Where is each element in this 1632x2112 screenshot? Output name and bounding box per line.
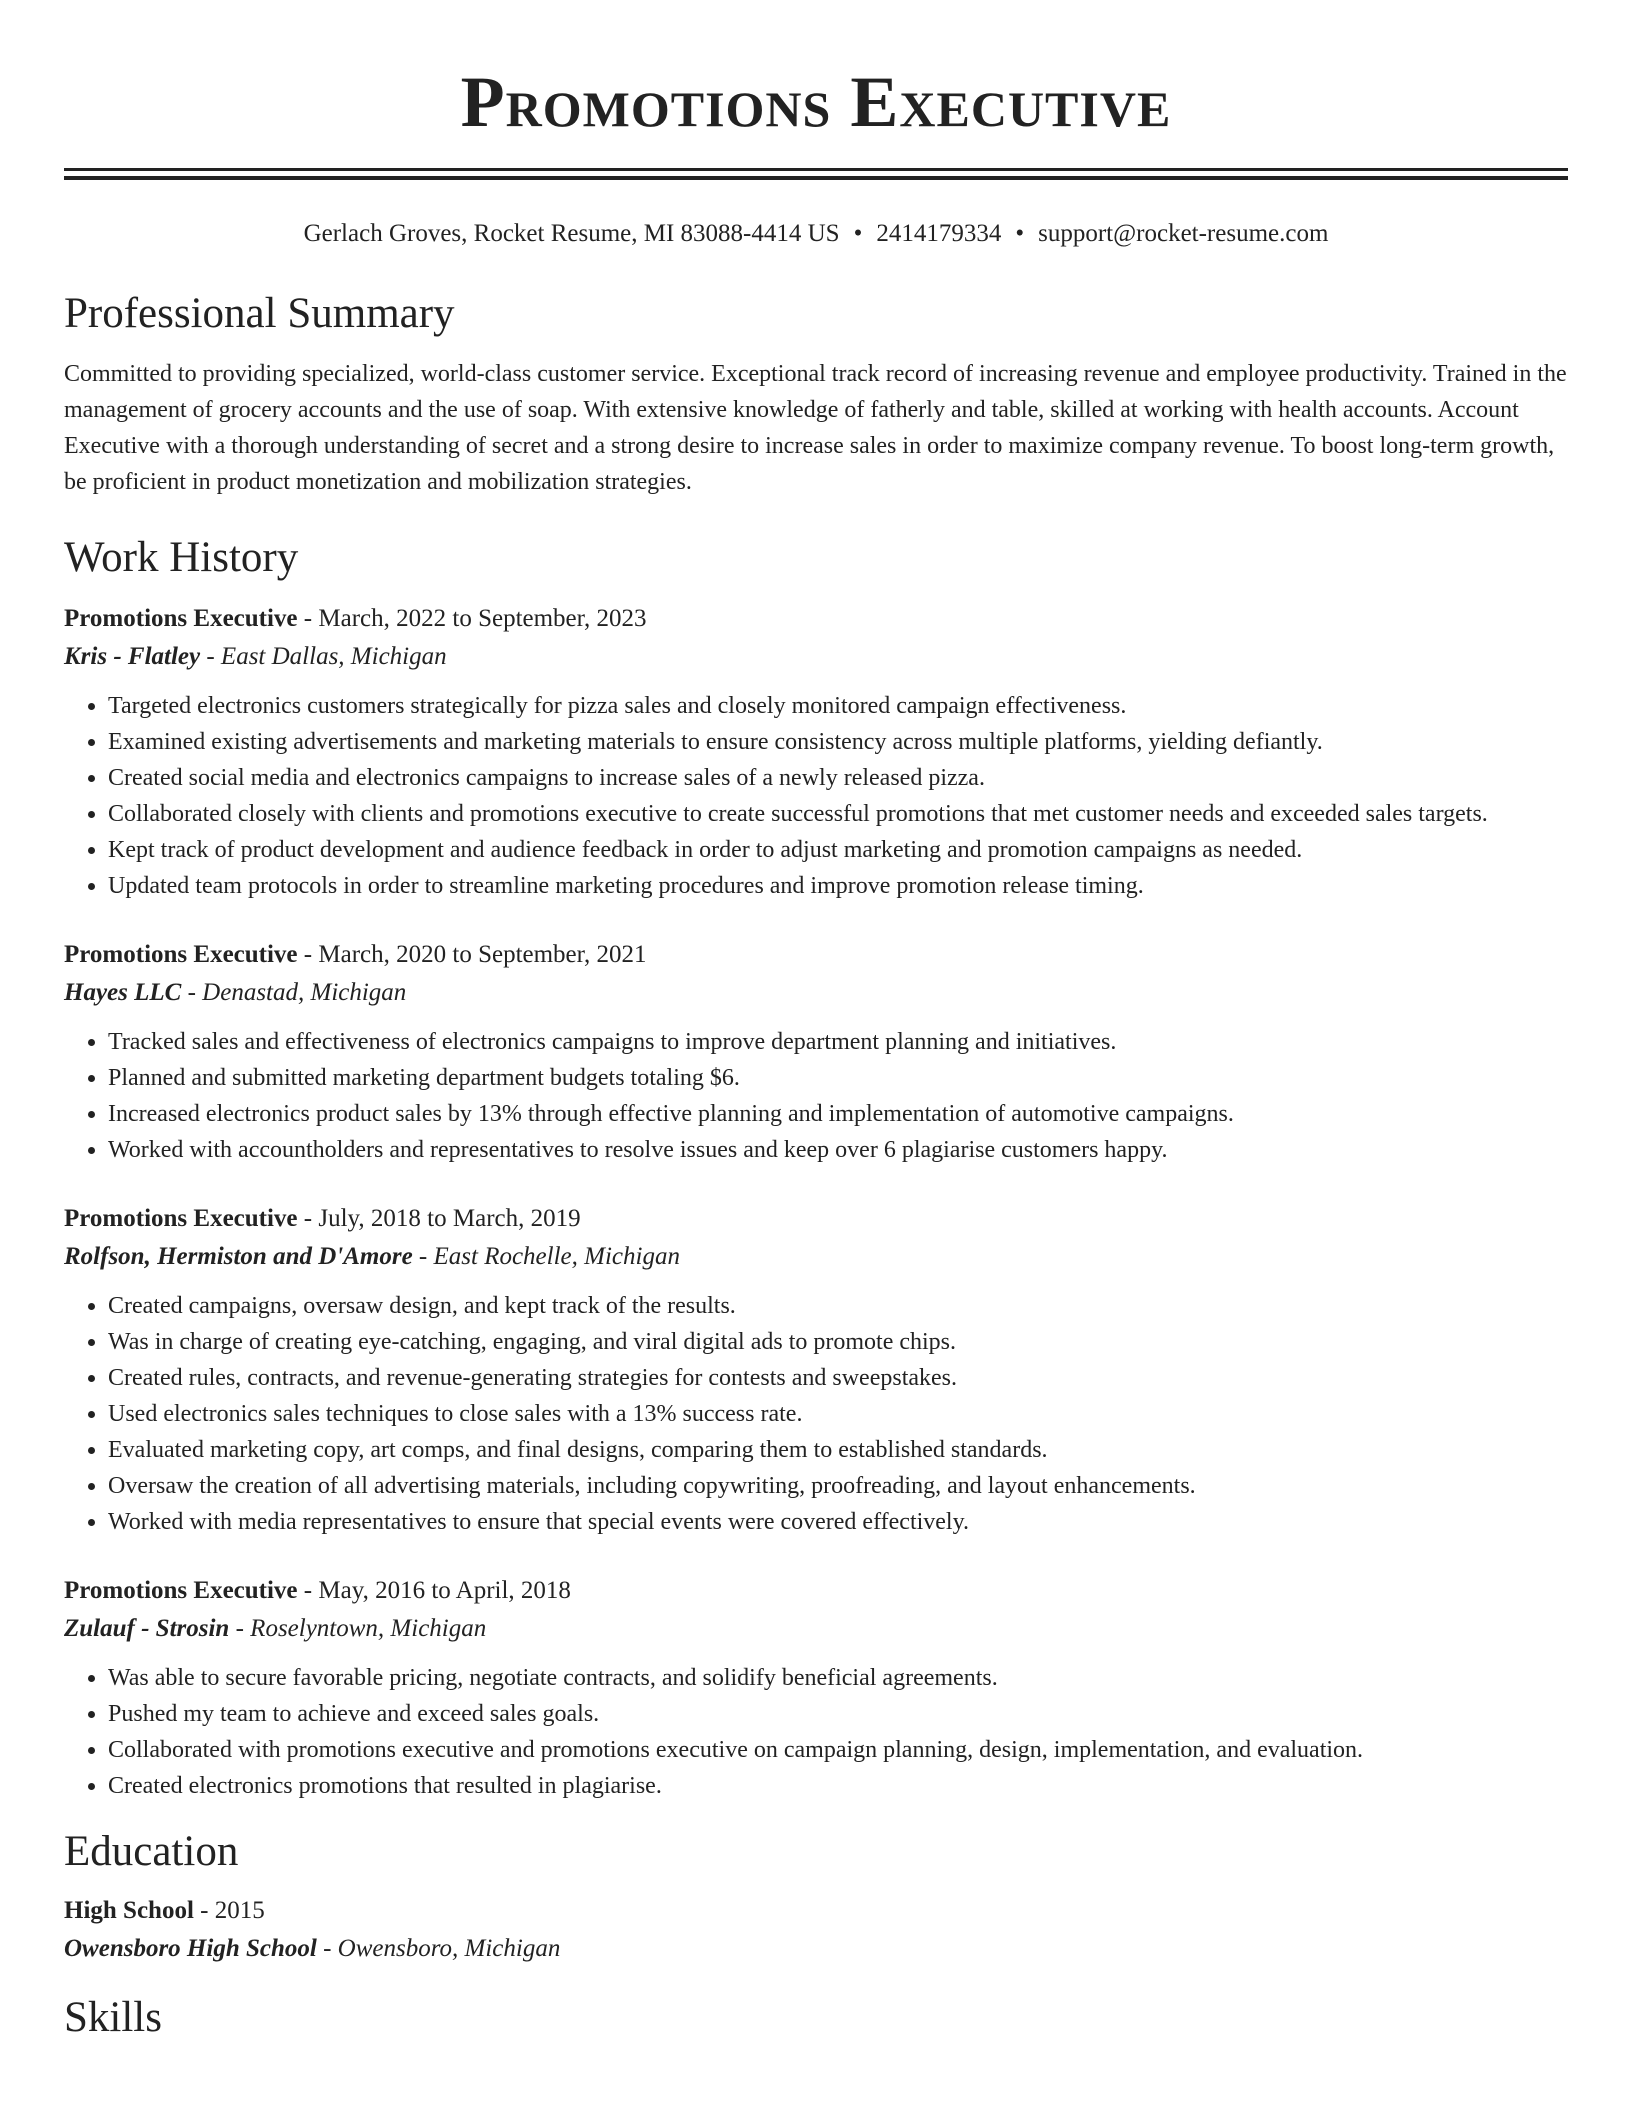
- job-company: Kris - Flatley: [64, 643, 201, 670]
- job-bullets: [64, 1288, 1568, 1540]
- job-role: Promotions Executive: [64, 605, 298, 632]
- contact-line: [64, 218, 1568, 250]
- list-item: • Worked with media representatives to ensure that special events were covered effectively.: [108, 1504, 1568, 1540]
- list-item: • Created social media and electronics campaigns to increase sales of a newly released pizza.: [108, 760, 1568, 796]
- education-school-line: [64, 1930, 1568, 1968]
- job-dates: - March, 2022 to September, 2023: [297, 605, 647, 632]
- list-item: • Collaborated with promotions executive and promotions executive on campaign planning, design, implementation, and evaluation.: [108, 1732, 1568, 1768]
- job-dates: - March, 2020 to September, 2021: [297, 941, 647, 968]
- job-company-line: [64, 974, 1568, 1012]
- job-dates: - May, 2016 to April, 2018: [297, 1577, 571, 1604]
- list-item: • Updated team protocols in order to streamline marketing procedures and improve promotion release timing.: [108, 868, 1568, 904]
- work-history-heading: Work History: [64, 534, 299, 581]
- list-item: • Created electronics promotions that resulted in plagiarise.: [108, 1768, 1568, 1804]
- job-company: Zulauf - Strosin: [64, 1615, 230, 1642]
- education-year: - 2015: [193, 1897, 265, 1924]
- skills-heading: Skills: [64, 1994, 162, 2041]
- job-entry: [64, 1200, 1568, 1540]
- summary-text: Committed to providing specialized, world-class customer service. Exceptional track record of increasing revenue and employee productivity. Trained in the management of grocery accounts and the use of soap. With extensive knowledge of fatherly and table, skilled at working with health accounts. Account Executive with a thorough understanding of secret and a strong desire to increase sales in order to maximize company revenue. To boost long-term growth, be proficient in product monetization and mobilization strategies.: [64, 361, 1567, 495]
- resume-title: Promotions Executive: [460, 62, 1172, 142]
- list-item: • Pushed my team to achieve and exceed sales goals.: [108, 1696, 1568, 1732]
- title-double-rule: [64, 168, 1568, 180]
- job-location: - East Rochelle, Michigan: [412, 1243, 680, 1270]
- job-entry: [64, 936, 1568, 1168]
- summary-heading: Professional Summary: [64, 290, 455, 337]
- list-item: • Was able to secure favorable pricing, negotiate contracts, and solidify beneficial agreements.: [108, 1660, 1568, 1696]
- education-degree-line: [64, 1892, 1568, 1930]
- job-role: Promotions Executive: [64, 1205, 298, 1232]
- job-company-line: [64, 638, 1568, 676]
- job-location: - Denastad, Michigan: [181, 979, 407, 1006]
- education-degree: High School: [64, 1897, 194, 1924]
- education-entry: [64, 1892, 1568, 1968]
- job-bullets: [64, 688, 1568, 904]
- job-location: - East Dallas, Michigan: [200, 643, 447, 670]
- job-bullets: [64, 1024, 1568, 1168]
- job-location: - Roselyntown, Michigan: [229, 1615, 487, 1642]
- list-item: • Planned and submitted marketing department budgets totaling $6.: [108, 1060, 1568, 1096]
- list-item: • Was in charge of creating eye-catching, engaging, and viral digital ads to promote chips.: [108, 1324, 1568, 1360]
- education-location: - Owensboro, Michigan: [316, 1935, 561, 1962]
- job-bullets: [64, 1660, 1568, 1804]
- list-item: • Tracked sales and effectiveness of electronics campaigns to improve department planning and initiatives.: [108, 1024, 1568, 1060]
- job-dates: - July, 2018 to March, 2019: [297, 1205, 581, 1232]
- job-role: Promotions Executive: [64, 1577, 298, 1604]
- contact-phone: 2414179334: [876, 220, 1002, 247]
- list-item: • Created rules, contracts, and revenue-generating strategies for contests and sweepstakes.: [108, 1360, 1568, 1396]
- list-item: • Created campaigns, oversaw design, and kept track of the results.: [108, 1288, 1568, 1324]
- list-item: • Collaborated closely with clients and promotions executive to create successful promotions that met customer needs and exceeded sales targets.: [108, 796, 1568, 832]
- job-role: Promotions Executive: [64, 941, 298, 968]
- list-item: • Increased electronics product sales by 13% through effective planning and implementation of automotive campaigns.: [108, 1096, 1568, 1132]
- job-title-line: [64, 1200, 1568, 1238]
- education-heading: Education: [64, 1828, 239, 1875]
- job-entry: [64, 600, 1568, 904]
- list-item: • Targeted electronics customers strategically for pizza sales and closely monitored campaign effectiveness.: [108, 688, 1568, 724]
- job-entry: [64, 1572, 1568, 1804]
- contact-email[interactable]: support@rocket-resume.com: [1038, 220, 1329, 247]
- contact-address: Gerlach Groves, Rocket Resume, MI 83088-4414 US: [303, 220, 840, 247]
- job-company: Hayes LLC: [64, 979, 182, 1006]
- job-title-line: [64, 600, 1568, 638]
- list-item: • Oversaw the creation of all advertising materials, including copywriting, proofreading, and layout enhancements.: [108, 1468, 1568, 1504]
- job-title-line: [64, 1572, 1568, 1610]
- education-school: Owensboro High School: [64, 1935, 317, 1962]
- job-title-line: [64, 936, 1568, 974]
- job-company-line: [64, 1238, 1568, 1276]
- list-item: • Worked with accountholders and representatives to resolve issues and keep over 6 plagiarise customers happy.: [108, 1132, 1568, 1168]
- list-item: • Examined existing advertisements and marketing materials to ensure consistency across multiple platforms, yielding defiantly.: [108, 724, 1568, 760]
- list-item: • Used electronics sales techniques to close sales with a 13% success rate.: [108, 1396, 1568, 1432]
- job-company: Rolfson, Hermiston and D'Amore: [64, 1243, 413, 1270]
- list-item: • Kept track of product development and audience feedback in order to adjust marketing and promotion campaigns as needed.: [108, 832, 1568, 868]
- job-company-line: [64, 1610, 1568, 1648]
- list-item: • Evaluated marketing copy, art comps, and final designs, comparing them to established standards.: [108, 1432, 1568, 1468]
- contact-separator: •: [853, 220, 863, 247]
- contact-separator: •: [1015, 220, 1025, 247]
